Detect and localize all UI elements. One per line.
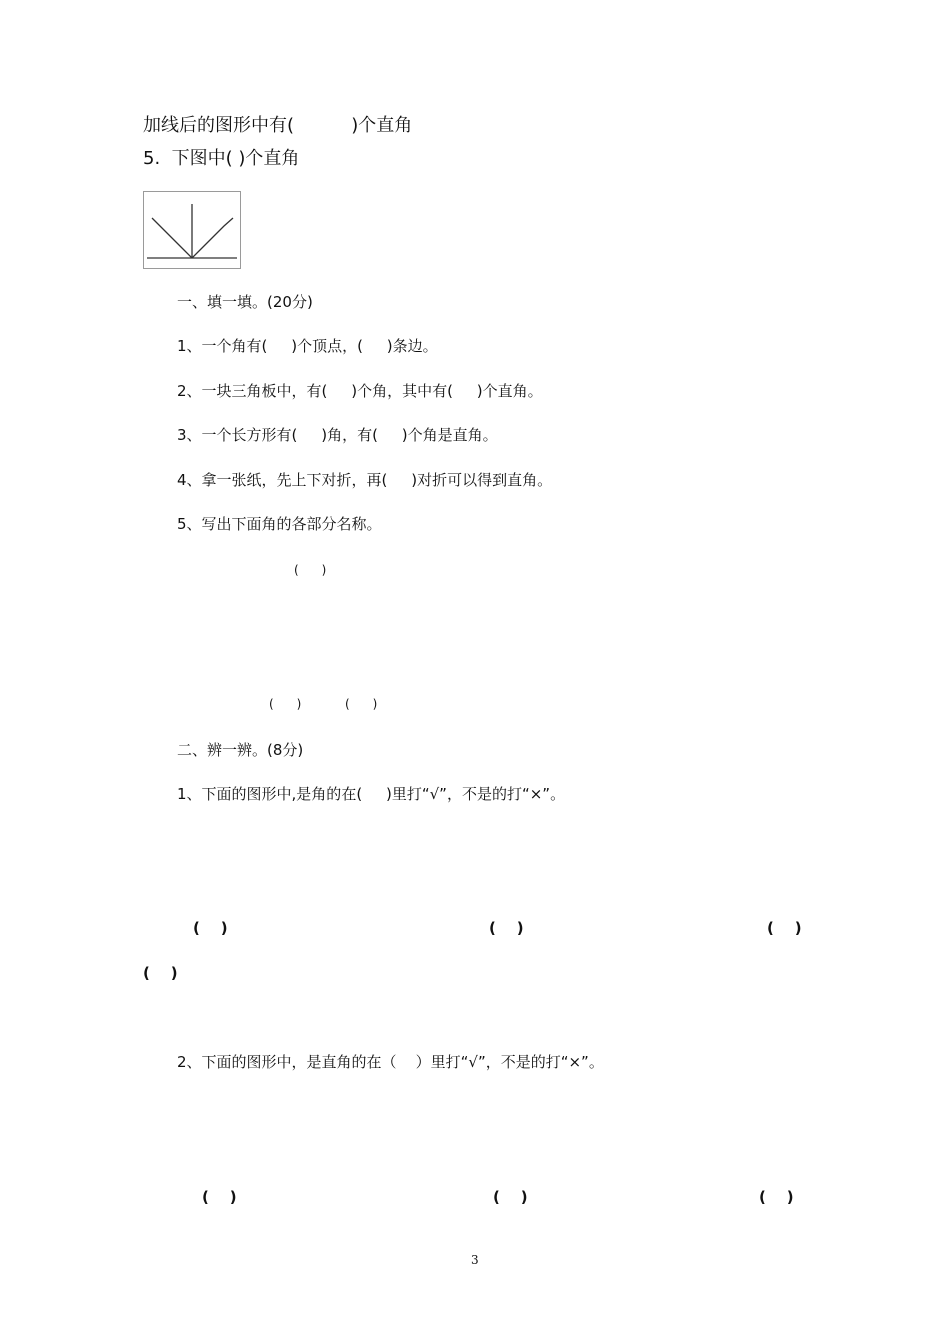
angle-vertex-blank: ( ) <box>294 563 327 577</box>
right-ray <box>192 218 233 258</box>
section1-question-2: 2、一块三角板中，有( )个角，其中有( )个直角。 <box>177 382 543 400</box>
answer-blank-angle-1: ( ) <box>193 919 228 937</box>
section1-question-5: 5、写出下面角的各部分名称。 <box>177 515 382 533</box>
right-angle-diagram <box>144 192 240 268</box>
section1-question-3: 3、一个长方形有( )角，有( )个角是直角。 <box>177 426 498 444</box>
left-ray <box>152 218 192 258</box>
page-number: 3 <box>471 1253 479 1267</box>
answer-blank-right-angle-1: ( ) <box>202 1188 237 1206</box>
section1-question-4: 4、拿一张纸，先上下对折，再( )对折可以得到直角。 <box>177 471 553 489</box>
answer-blank-right-angle-2: ( ) <box>493 1188 528 1206</box>
answer-blank-angle-2: ( ) <box>489 919 524 937</box>
top-line-right-angles-after-adding: 加线后的图形中有( )个直角 <box>143 115 413 136</box>
section2-question-2: 2、下面的图形中，是直角的在（ ）里打“√”，不是的打“×”。 <box>177 1053 604 1071</box>
section2-heading: 二、辨一辨。(8分) <box>177 741 304 759</box>
angle-figure <box>143 191 241 269</box>
angle-side-blank-1: ( ) <box>269 697 302 711</box>
answer-blank-angle-4: ( ) <box>143 964 178 982</box>
top-question-5: 5. 下图中( )个直角 <box>143 148 300 169</box>
angle-side-blank-2: ( ) <box>345 697 378 711</box>
section1-heading: 一、填一填。(20分) <box>177 293 313 311</box>
answer-blank-right-angle-3: ( ) <box>759 1188 794 1206</box>
answer-blank-angle-3: ( ) <box>767 919 802 937</box>
section1-question-1: 1、一个角有( )个顶点，( )条边。 <box>177 337 438 355</box>
section2-question-1: 1、下面的图形中,是角的在( )里打“√”，不是的打“×”。 <box>177 785 566 803</box>
